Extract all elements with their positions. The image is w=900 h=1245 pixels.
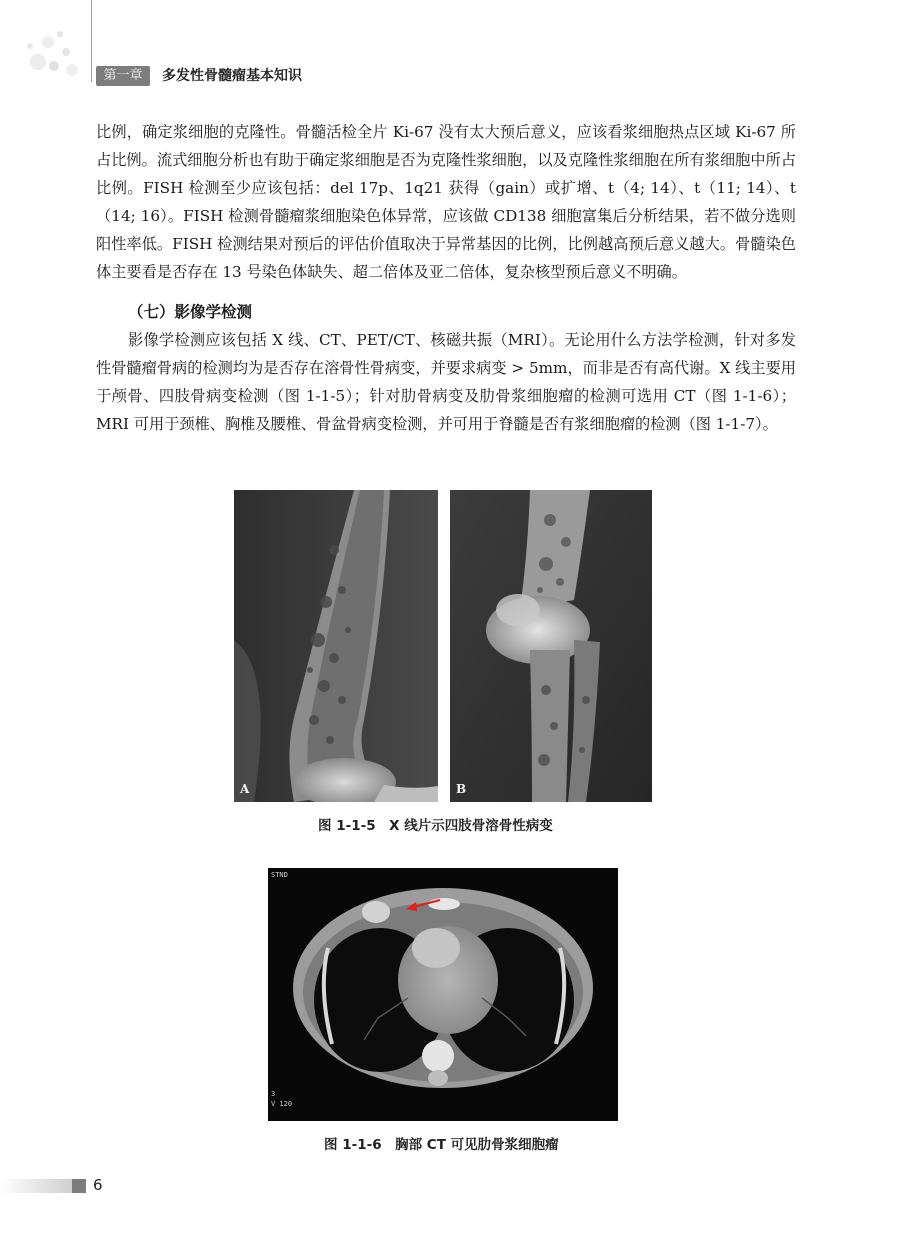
- xray-elbow-image: [450, 490, 652, 802]
- xray-humerus-image: [234, 490, 438, 802]
- panel-label-a: A: [240, 782, 250, 796]
- ct-label-top: STND: [271, 871, 288, 879]
- chapter-badge: 第一章: [96, 66, 150, 86]
- xray-humerus-drawing: [234, 490, 438, 802]
- figure-caption-1-1-5: 图 1-1-5 X 线片示四肢骨溶骨性病变: [318, 818, 553, 834]
- chest-ct-image: [268, 868, 618, 1121]
- paragraph-1: [96, 118, 796, 286]
- ct-label-bottom-2: V 120: [271, 1100, 293, 1108]
- bubble-decoration-icon: [20, 22, 90, 82]
- chest-ct-drawing: [268, 868, 618, 1121]
- footer-block: [72, 1179, 86, 1193]
- paragraph-2-text: 影像学检测应该包括 X 线、CT、PET/CT、核磁共振（MRI）。无论用什么方法学检测，针对多发性骨髓瘤骨病的检测均为是否存在溶骨性骨病变，并要求病变 > 5mm，而非是否有高代谢。X 线主要用于颅骨、四肢骨病变检测（图 1-1-5）；针对肋骨病变及肋骨浆细胞瘤的检测可选用 CT（图 1-1-6）；MRI 可用于颈椎、胸椎及腰椎、骨盆骨病变检测，并可用于脊髓是否有浆细胞瘤的检测（图 1-1-7）。: [96, 331, 796, 433]
- paragraph-1-text: 比例，确定浆细胞的克隆性。骨髓活检全片 Ki-67 没有太大预后意义，应该看浆细胞热点区域 Ki-67 所占比例。流式细胞分析也有助于确定浆细胞是否为克隆性浆细胞，以及克隆性浆细胞在所有浆细胞中所占比例。FISH 检测至少应该包括：del 17p、1q21 获得（gain）或扩增、t（4; 14）、t（11; 14）、t（14; 16）。FISH 检测骨髓瘤浆细胞染色体异常，应该做 CD138 细胞富集后分析结果，若不做分选则阳性率低。FISH 检测结果对预后的评估价值取决于异常基因的比例，比例越高预后意义越大。骨髓染色体主要看是否存在 13 号染色体缺失、超二倍体及亚二倍体，复杂核型预后意义不明确。: [96, 123, 796, 281]
- page-number: 6: [93, 1176, 103, 1194]
- panel-label-b: B: [456, 782, 467, 796]
- header-divider: [91, 0, 92, 82]
- ct-label-bottom-1: 3: [271, 1090, 276, 1098]
- chapter-title: 多发性骨髓瘤基本知识: [162, 68, 302, 84]
- figure-caption-1-1-6: 图 1-1-6 胸部 CT 可见肋骨浆细胞瘤: [324, 1137, 559, 1153]
- xray-elbow-drawing: [450, 490, 652, 802]
- footer-bar: [0, 1179, 72, 1193]
- paragraph-2: [96, 326, 796, 438]
- section-heading: （七）影像学检测: [128, 303, 253, 321]
